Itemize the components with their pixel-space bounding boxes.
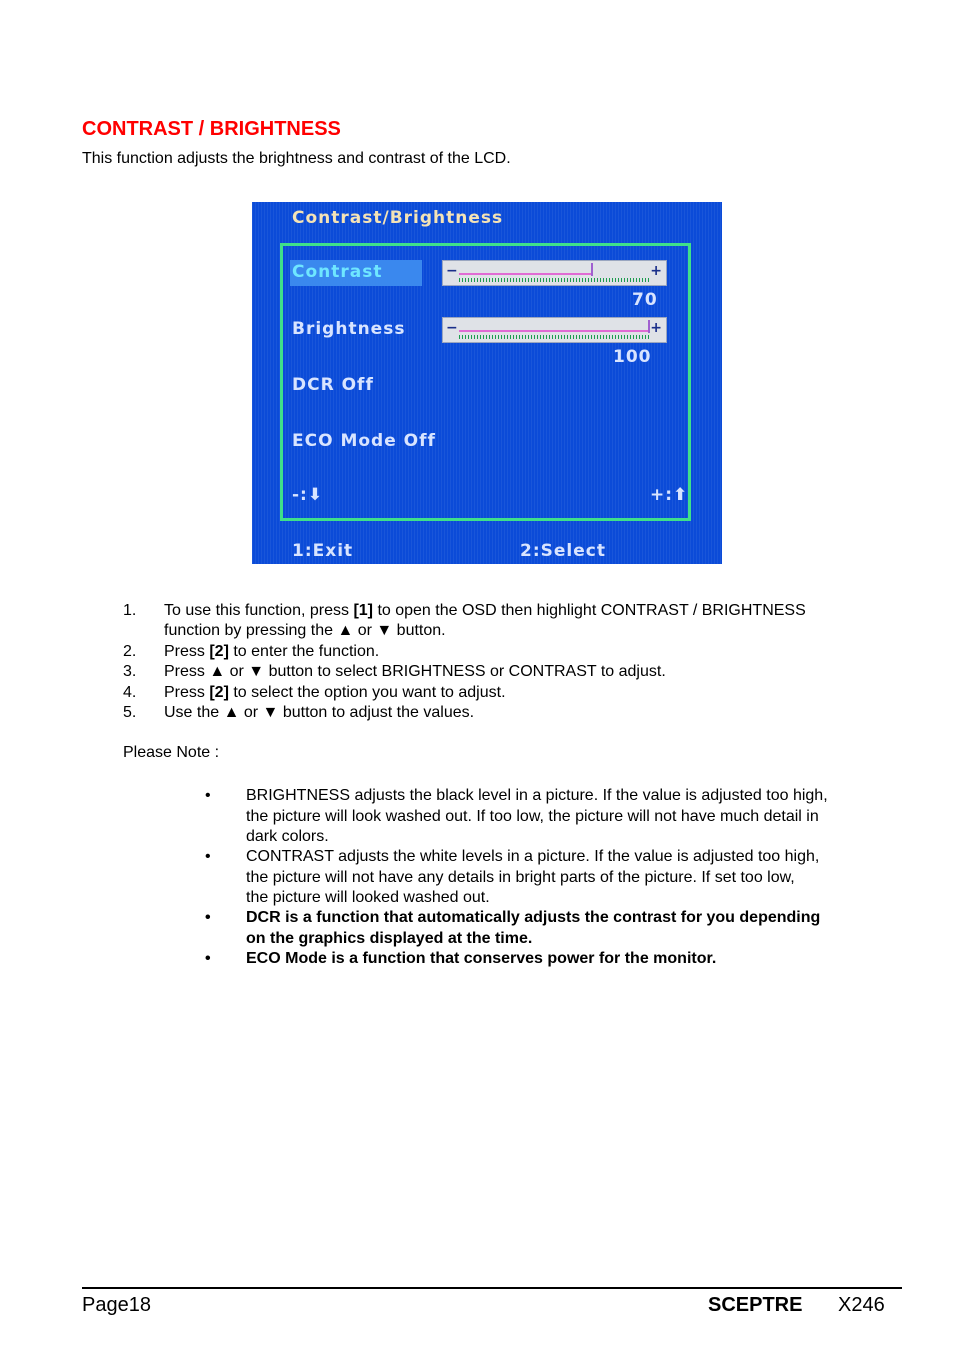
slider-marker[interactable] xyxy=(591,263,593,276)
osd-screenshot xyxy=(252,202,722,564)
note-text: CONTRAST adjusts the white levels in a picture. If the value is adjusted too high, the picture will not have any details in bright parts of the picture. If set too low, the picture will looked washed out. xyxy=(246,848,820,906)
note-text: BRIGHTNESS adjusts the black level in a picture. If the value is adjusted too high, the picture will look washed out. If too low, the picture will not have much detail in dark colors. xyxy=(246,787,828,845)
step-number: 2. xyxy=(123,643,137,660)
step-number: 3. xyxy=(123,663,137,680)
note-text: DCR is a function that automatically adjusts the contrast for you depending on the graphics displayed at the time. xyxy=(246,909,821,947)
slider-fill xyxy=(459,330,650,332)
note-label: Please Note : xyxy=(123,744,220,761)
osd-brightness-label[interactable]: Brightness xyxy=(292,319,406,339)
step-text: To use this function, press [1] to open the OSD then highlight CONTRAST / BRIGHTNESS function by pressing the ▲ or ▼ button. xyxy=(164,602,806,639)
footer-page-number: Page18 xyxy=(82,1294,151,1316)
footer-brand: SCEPTRE xyxy=(708,1294,803,1316)
slider-ticks xyxy=(459,335,650,339)
brightness-slider[interactable] xyxy=(442,317,667,343)
step-number: 1. xyxy=(123,602,137,619)
slider-minus-icon: − xyxy=(446,263,458,279)
osd-select-hint: 2:Select xyxy=(520,541,606,561)
step-text: Press ▲ or ▼ button to select BRIGHTNESS or CONTRAST to adjust. xyxy=(164,663,666,680)
step-number: 5. xyxy=(123,704,137,721)
osd-exit-hint: 1:Exit xyxy=(292,541,354,561)
step-text: Use the ▲ or ▼ button to adjust the values. xyxy=(164,704,475,721)
slider-minus-icon: − xyxy=(446,320,458,336)
osd-down-hint: -:⬇ xyxy=(292,485,324,505)
footer-rule xyxy=(82,1287,902,1289)
osd-brightness-value: 100 xyxy=(613,347,652,367)
step-text: Press [2] to select the option you want to adjust. xyxy=(164,684,506,701)
osd-contrast-label[interactable]: Contrast xyxy=(292,262,383,282)
osd-contrast-value: 70 xyxy=(632,290,658,310)
osd-eco-option[interactable]: ECO Mode Off xyxy=(292,431,436,451)
section-title: CONTRAST / BRIGHTNESS xyxy=(82,118,341,140)
bullet-icon: • xyxy=(205,950,211,967)
osd-dcr-option[interactable]: DCR Off xyxy=(292,375,374,395)
osd-up-hint: +:⬆ xyxy=(650,485,689,505)
contrast-slider[interactable] xyxy=(442,260,667,286)
note-text: ECO Mode is a function that conserves power for the monitor. xyxy=(246,950,717,967)
step-number: 4. xyxy=(123,684,137,701)
footer-model: X246 xyxy=(838,1294,885,1316)
bullet-icon: • xyxy=(205,848,211,865)
bullet-icon: • xyxy=(205,909,211,926)
slider-ticks xyxy=(459,278,650,282)
step-text: Press [2] to enter the function. xyxy=(164,643,380,660)
bullet-icon: • xyxy=(205,787,211,804)
slider-fill xyxy=(459,273,593,275)
slider-plus-icon: + xyxy=(650,320,662,336)
intro-text: This function adjusts the brightness and contrast of the LCD. xyxy=(82,150,511,167)
slider-plus-icon: + xyxy=(650,263,662,279)
osd-title: Contrast/Brightness xyxy=(292,208,504,228)
